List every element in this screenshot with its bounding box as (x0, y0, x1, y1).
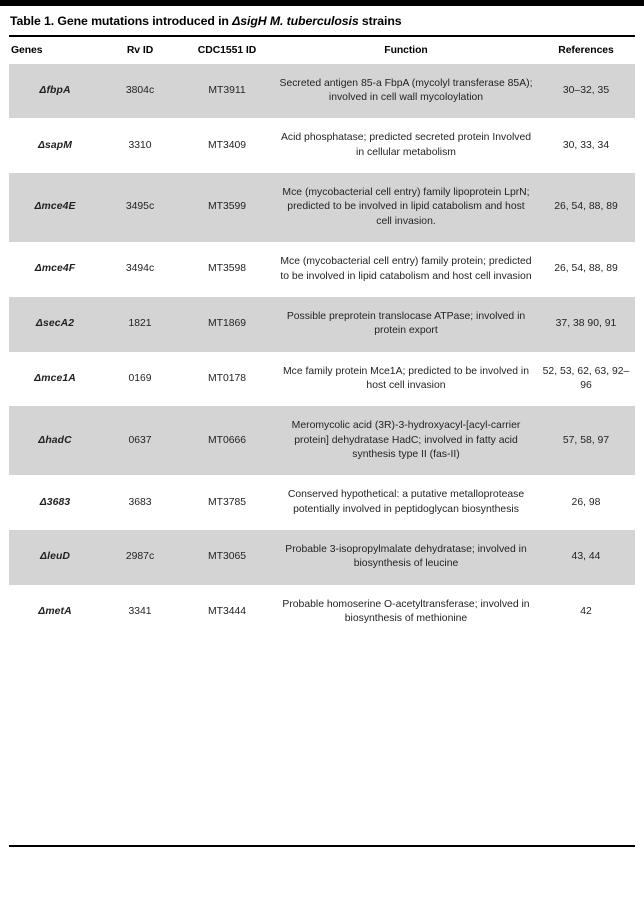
table-header-row (9, 37, 635, 64)
table-bottom-rule (9, 845, 635, 847)
cell-function: Possible preprotein translocase ATPase; involved in protein export (275, 297, 537, 352)
column-header-genes: Genes (9, 37, 101, 64)
column-header-function: Function (275, 37, 537, 64)
table-row (9, 475, 635, 530)
table-row (9, 64, 635, 119)
table-row (9, 118, 635, 173)
table-body (9, 64, 635, 712)
cell-references: 52, 53, 62, 63, 92–96 (537, 352, 635, 407)
cell-cdc-id: MT0178 (179, 352, 275, 407)
cell-function: Probable 3-isopropylmalate dehydratase; involved in biosynthesis of leucine (275, 530, 537, 585)
cell-function: Meromycolic acid (3R)-3-hydroxyacyl-[acyl-carrier protein] dehydratase HadC; involved in fatty acid synthesis type II (fas-II) (275, 406, 537, 475)
table-row (9, 242, 635, 297)
cell-gene: ΔhadC (9, 406, 101, 475)
cell-gene: Δmce1A (9, 352, 101, 407)
cell-function: Mce family protein Mce1A; predicted to be involved in host cell invasion (275, 352, 537, 407)
cell-function: Conserved hypothetical: a putative metalloprotease potentially involved in peptidoglycan biosynthesis (275, 475, 537, 530)
table-caption-strain: ΔsigH M. tuberculosis (232, 14, 359, 28)
cell-rv-id: 3683 (101, 475, 179, 530)
cell-references: 37, 38 90, 91 (537, 297, 635, 352)
cell-rv-id: 3494c (101, 242, 179, 297)
column-header-references: References (537, 37, 635, 64)
table-caption (9, 6, 635, 35)
cell-rv-id: 0169 (101, 352, 179, 407)
table-caption-suffix: strains (358, 14, 402, 28)
table-row (9, 530, 635, 585)
cell-rv-id: 3310 (101, 118, 179, 173)
gene-mutations-table (9, 37, 635, 712)
cell-gene: ΔsapM (9, 118, 101, 173)
cell-references: 26, 98 (537, 475, 635, 530)
table-row (9, 352, 635, 407)
cell-cdc-id: MT3409 (179, 118, 275, 173)
table-row (9, 173, 635, 242)
cell-references: 30–32, 35 (537, 64, 635, 119)
table-row (9, 406, 635, 475)
cell-function: Mce (mycobacterial cell entry) family protein; predicted to be involved in lipid catabolism and host cell invasion (275, 242, 537, 297)
cell-rv-id: 0637 (101, 406, 179, 475)
table-row (9, 297, 635, 352)
column-header-rv-id: Rv ID (101, 37, 179, 64)
cell-cdc-id: MT3599 (179, 173, 275, 242)
table-head (9, 37, 635, 64)
table-row (9, 585, 635, 640)
cell-function: Secreted antigen 85-a FbpA (mycolyl transferase 85A); involved in cell wall mycoloylation (275, 64, 537, 119)
cell-function: Mce (mycobacterial cell entry) family lipoprotein LprN; predicted to be involved in lipid catabolism and host cell invasion. (275, 173, 537, 242)
cell-cdc-id: MT0666 (179, 406, 275, 475)
cell-cdc-id: MT3065 (179, 530, 275, 585)
cell-rv-id: 3804c (101, 64, 179, 119)
cell-references: 30, 33, 34 (537, 118, 635, 173)
cell-function: Probable homoserine O-acetyltransferase; involved in biosynthesis of methionine (275, 585, 537, 640)
table-bottom-spacer (9, 640, 635, 712)
table-container (9, 6, 635, 712)
cell-cdc-id: MT3444 (179, 585, 275, 640)
cell-references: 57, 58, 97 (537, 406, 635, 475)
cell-gene: Δ3683 (9, 475, 101, 530)
cell-function: Acid phosphatase; predicted secreted protein Involved in cellular metabolism (275, 118, 537, 173)
spacer-cell (9, 640, 635, 712)
cell-rv-id: 3341 (101, 585, 179, 640)
cell-rv-id: 1821 (101, 297, 179, 352)
cell-gene: ΔfbpA (9, 64, 101, 119)
table-caption-prefix: Table 1. Gene mutations introduced in (10, 14, 233, 28)
cell-cdc-id: MT1869 (179, 297, 275, 352)
cell-cdc-id: MT3785 (179, 475, 275, 530)
cell-cdc-id: MT3598 (179, 242, 275, 297)
cell-gene: Δmce4E (9, 173, 101, 242)
cell-rv-id: 2987c (101, 530, 179, 585)
cell-references: 26, 54, 88, 89 (537, 242, 635, 297)
column-header-cdc1551-id: CDC1551 ID (179, 37, 275, 64)
cell-gene: Δmce4F (9, 242, 101, 297)
cell-cdc-id: MT3911 (179, 64, 275, 119)
cell-references: 26, 54, 88, 89 (537, 173, 635, 242)
cell-gene: ΔsecA2 (9, 297, 101, 352)
cell-gene: ΔleuD (9, 530, 101, 585)
cell-references: 42 (537, 585, 635, 640)
cell-rv-id: 3495c (101, 173, 179, 242)
cell-gene: ΔmetA (9, 585, 101, 640)
cell-references: 43, 44 (537, 530, 635, 585)
